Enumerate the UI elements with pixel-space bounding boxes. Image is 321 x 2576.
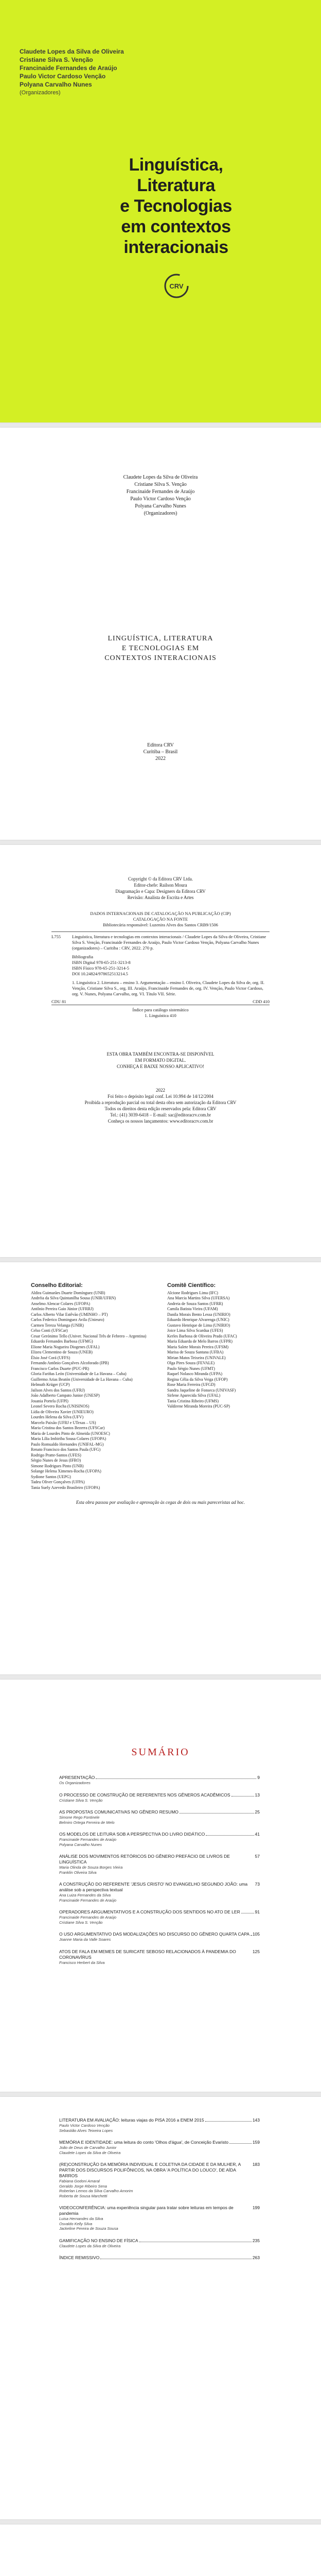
toc-entry-title: A CONSTRUÇÃO DO REFERENTE 'JESUS CRISTO' NO EVANGELHO SEGUNDO JOÃO: uma análise sob a perspectiva textual (59, 1882, 248, 1892)
editorial-board-member: Sérgio Nunes de Jesus (IFRO) (31, 1458, 81, 1463)
toc-entry-title: AS PROPOSTAS COMUNICATIVAS NO GÊNERO RESUMO (59, 1809, 179, 1815)
toc-leader-dots (231, 1792, 254, 1797)
toc-entry-title: LITERATURA EM AVALIAÇÃO: leituras viajas do PISA 2016 a ENEM 2015 (59, 2117, 204, 2123)
toc-entry-title: MEMÓRIA E IDENTIDADE: uma leitura do conto 'Olhos d'água', de Conceição Evaristo (59, 2140, 228, 2145)
toc-leader-dots (139, 2238, 252, 2242)
editorial-board-member: Paulo Romualdo Hernandes (UNIFAL-MG) (31, 1442, 104, 1447)
toc-entry-page: 25 (255, 1809, 260, 1815)
toc-leader-dots (100, 2255, 251, 2259)
cdu-code: CDU 81 (51, 999, 66, 1004)
toc-entry[interactable] (59, 2255, 260, 2261)
editorial-board-member: Elione Maria Nogueira Diogenes (UFAL) (31, 1344, 100, 1349)
cdd-code: CDD 410 (253, 999, 270, 1004)
scientific-committee-member: Joice Lima Silva Scardua (UFES) (167, 1328, 223, 1333)
editorial-board-member: Josania Portela (UFPI) (31, 1398, 68, 1403)
toc-entry-page: 199 (252, 2205, 260, 2210)
editorial-board-member: Cesar Gerónimo Tello (Univer. Nacional Três de Febrero – Argentina) (31, 1333, 147, 1338)
editorial-board-member: Andréia da Silva Quintanilha Sousa (UNIR/UFRN) (31, 1296, 116, 1300)
cover-title-line: Linguística, (129, 155, 223, 175)
cover-organizers-label: (Organizadores) (20, 90, 61, 96)
title-page (0, 428, 321, 840)
toc-title: SUMÁRIO (131, 1747, 190, 1758)
toc-entry-title: ANÁLISE DOS MOVIMENTOS RETÓRICOS DO GÊNERO PREFÁCIO DE LIVROS DE LINGUÍSTICA (59, 1854, 230, 1865)
editorial-board-member: Élsio José Corá (UFFS) (31, 1355, 70, 1360)
scientific-committee-member: Andreia de Souza Santos (UFRR) (167, 1301, 223, 1306)
toc-entry-page: 73 (255, 1882, 260, 1887)
scientific-committee-member: Ana Marcia Martins Silva (UFERSA) (167, 1296, 230, 1300)
catalog-biblio: Bibliografia ISBN Digital 978-65-251-3213-8 ISBN Físico 978-65-251-3214-5 DOI 10.24824/978652513214.5 (72, 954, 131, 976)
title-page-title (0, 634, 321, 663)
scientific-committee-member: Raquel Nolasco Miranda (UFPA) (167, 1371, 223, 1376)
toc-entry[interactable] (59, 1882, 260, 1903)
cover-title-line: Literatura (137, 176, 215, 195)
toc-entry[interactable] (59, 2117, 260, 2133)
title-page-author: Claudete Lopes da Silva de Oliveira (123, 474, 198, 480)
toc-entry-authors: Joanne Maria da Valle Soares (59, 1937, 111, 1942)
title-page-title-line: E TECNOLOGIAS EM (121, 645, 200, 652)
editorial-board-member: Celso Conti (UFSCar) (31, 1328, 68, 1333)
toc-leader-dots (205, 2117, 252, 2122)
toc-entry[interactable] (59, 2205, 260, 2231)
scientific-committee (167, 1283, 291, 1410)
toc-entry-authors: Francinaide Fernandes de Araújo Cristiane Silva S. Venção (59, 1915, 117, 1925)
toc-entry-title: ATOS DE FALA EM MEMES DE SURICATE SEBOSO RELACIONADOS À PANDEMIA DO CORONAVÍRUS (59, 1948, 236, 1960)
toc-entry-authors: Ana Luiza Fernandes da Silva Francinaide Fernandes de Araújo (59, 1893, 117, 1903)
editorial-board-member: Marcelo Paixão (UFRJ e UTexas – US) (31, 1420, 96, 1425)
editorial-board-member: Gloria Fariñas León (Universidade de La Havana – Cuba) (31, 1371, 127, 1376)
editorial-board-member: Lourdes Helena da Silva (UFV) (31, 1415, 84, 1419)
cover-author: Cristiane Silva S. Venção (20, 56, 93, 63)
scientific-committee-member: Maria Eduarda de Melo Barros (UFPR) (167, 1339, 233, 1344)
catalog-card (51, 931, 270, 1019)
toc-entry-title: ÍNDICE REMISSIVO (59, 2255, 100, 2260)
scientific-committee-member: Marisa de Souza Santana (UFBA) (167, 1350, 224, 1354)
editorial-board-title: Conselho Editorial: (31, 1282, 83, 1289)
scientific-committee-member: Eduardo Henrique Alvarenga (UNIC) (167, 1317, 229, 1322)
toc-entry-title: GAMIFICAÇÃO NO ENSINO DE FÍSICA (59, 2238, 138, 2243)
toc-entry-page: 143 (252, 2117, 260, 2123)
editorial-board-member: Carlos Federico Dominguez Avila (Unieuro) (31, 1317, 104, 1322)
editorial-board-member: Helmuth Krüger (UCP) (31, 1382, 70, 1387)
toc-entry-authors: João de Deus de Carvalho Junior Claudete Lopes da Silva de Oliveira (59, 2145, 121, 2155)
toc-entry-title: O USO ARGUMENTATIVO DAS MODALIZAÇÕES NO DISCURSO DO GÊNERO QUARTA CAPA (59, 1931, 249, 1937)
toc-entry-authors: Claudete Lopes da Silva de Oliveira (59, 2243, 121, 2248)
toc-entry-page: 41 (255, 1832, 260, 1837)
cover-title-line: e Tecnologias (120, 196, 232, 216)
editorial-board-member: Anselmo Alencar Colares (UFOPA) (31, 1301, 91, 1306)
scientific-committee-member: Paulo Sérgio Nunes (UFMT) (167, 1366, 215, 1371)
cover-title-line: interacionais (123, 238, 228, 257)
catalog-top-rule (51, 931, 270, 932)
cover-author: Claudete Lopes da Silva de Oliveira (20, 48, 124, 55)
toc-entry-authors: Paulo Victor Cardoso Venção Sebastião Alves Teixeira Lopes (59, 2123, 113, 2133)
toc-entry-title: OPERADORES ARGUMENTATIVOS E A CONSTRUÇÃO DOS SENTIDOS NO ATO DE LER (59, 1909, 240, 1914)
editorial-board-member: Maria de Lourdes Pinto de Almeida (UNOESC) (31, 1431, 110, 1436)
scientific-committee-member: Rose Maria Ferreira (UFGD) (167, 1382, 216, 1387)
digital-notice: ESTA OBRA TAMBÉM ENCONTRA-SE DISPONÍVEL EM FORMATO DIGITAL. CONHEÇA E BAIXE NOSSO APLICATIVO! (106, 1052, 215, 1069)
scientific-committee-member: Gustavo Henrique de Lima (UNIRIO) (167, 1323, 230, 1328)
toc-entry-page: 13 (255, 1792, 260, 1798)
toc-leader-dots (96, 1775, 256, 1779)
title-page-organizers-label: (Organizadores) (144, 511, 177, 516)
editorial-board (31, 1283, 154, 1490)
toc-entry[interactable] (59, 2238, 260, 2249)
scientific-committee-member: Danila Morais Bento Lessa (UNIRIO) (167, 1312, 230, 1317)
toc-leader-dots (229, 2140, 252, 2144)
toc-entry-authors: Maria Olinda de Souza Borges Vieira Franklin Oliveira Silva (59, 1865, 123, 1875)
toc-entry-title: (RE)CONSTRUÇÃO DA MEMÓRIA INDIVIDUAL E COLETIVA DA CIDADE E DA MULHER, A PARTIR DOS DISCURSOS POLIFÔNICOS, NA OBRA 'A POLÍTICA DO LOUCO', DE AÍDA BARROS (59, 2162, 241, 2178)
toc-entry-page: 57 (255, 1854, 260, 1859)
toc-page-continued (0, 2097, 321, 2519)
title-page-title-line: LINGUÍSTICA, LITERATURA (108, 635, 213, 642)
scientific-committee-member: Sandra Jaqueline de Fonseca (UNIVASF) (167, 1387, 236, 1393)
title-page-author: Polyana Carvalho Nunes (135, 503, 186, 509)
copyright-credits (0, 876, 321, 901)
editorial-board-member: Maria Lília Imbiriba Sousa Colares (UFOPA) (31, 1436, 106, 1441)
editorial-board-member: Leonel Severo Rocha (UNISINOS) (31, 1404, 90, 1409)
cover-page (0, 0, 321, 422)
editorial-board-list (31, 1291, 154, 1491)
scientific-committee-member: Valdirene Miranda Moreira (PUC-SP) (167, 1404, 230, 1409)
toc-entry[interactable] (59, 1809, 260, 1825)
cover-authors (20, 47, 124, 97)
toc-entry[interactable] (59, 1775, 260, 1786)
editorial-board-member: Maria Cristina dos Santos Bezerra (UFSCar) (31, 1426, 105, 1430)
toc-entry-title: OS MODELOS DE LEITURA SOB A PERSPECTIVA DO LIVRO DIDÁTICO (59, 1832, 205, 1837)
cover-author: Paulo Victor Cardoso Venção (20, 73, 106, 80)
editorial-board-member: Francisco Carlos Duarte (PUC-PR) (31, 1366, 90, 1371)
toc-page (0, 1680, 321, 2092)
toc-entry-page: 105 (252, 1931, 260, 1937)
catalog-head: DADOS INTERNACIONAIS DE CATALOGAÇÃO NA PUBLICAÇÃO (CIP) CATALOGAÇÃO NA FONTE Bibliotecária responsável: Luzenira Alves dos Santos CRB9/1506 (90, 911, 231, 927)
toc-entry-authors: Os Organizadores (59, 1781, 91, 1785)
scientific-committee-member: Olga Pires Souza (FEVALE) (167, 1361, 215, 1365)
toc-entry-authors: Simone Rego Fontinele Belmiro Ortega Ferreira de Melo (59, 1815, 115, 1825)
toc-leader-dots (180, 1809, 254, 1814)
scientific-committee-member: Tania Cristina Ribeiro (UFMS) (167, 1398, 219, 1403)
blank-page (0, 2524, 321, 2576)
editorial-board-member: Guillermo Arias Beatón (Universidade de La Havana – Cuba) (31, 1377, 133, 1382)
editorial-board-member: Rodrigo Pratte-Santos (UFES) (31, 1452, 81, 1458)
catalog-code: L755 (51, 934, 61, 939)
publisher-name: Editora CRV (147, 742, 174, 748)
copyright-line: Copyright © da Editora CRV Ltda. (128, 876, 193, 882)
review-line: Revisão: Analista de Escrita e Artes (127, 895, 194, 900)
scientific-committee-title: Comitê Científico: (167, 1282, 216, 1289)
toc-entry-title: APRESENTAÇÃO (59, 1775, 95, 1780)
toc-entry-page: 235 (252, 2238, 260, 2243)
toc-entry-page: 91 (255, 1909, 260, 1914)
toc-entry-page: 183 (252, 2162, 260, 2167)
toc-entry-authors: Francinaide Fernandes de Araújo Polyana Carvalho Nunes (59, 1837, 117, 1847)
title-page-publisher (0, 742, 321, 762)
scientific-committee-member: Regina Célia da Silva Veiga (UFOP) (167, 1377, 228, 1382)
toc-entry-title: O PROCESSO DE CONSTRUÇÃO DE REFERENTES NOS GÊNEROS ACADÊMICOS (59, 1792, 230, 1798)
editorial-board-member: Eduardo Fernandes Barbosa (UFMG) (31, 1339, 93, 1344)
catalog-subjects: 1. Linguística 2. Literatura – ensino 3. Argumentação – ensino I. Oliveira, Claudete Lopes da Silva de, org. II. Venção, Cristiane Silva S., org. III. Araújo, Francinaide Fernandes de, org. IV. Venção, Paulo Victor Cardoso, org. V. Nunes, Polyana Carvalho, org. VI. Título VII. Série. (72, 980, 265, 996)
toc-entry[interactable] (59, 1854, 260, 1875)
editorial-board-member: Lídia de Oliveira Xavier (UNIEURO) (31, 1409, 94, 1414)
toc-entry-authors: Cristiane Silva S. Venção (59, 1798, 103, 1803)
scientific-committee-member: Maria Salete Morais Pereira (UFSM) (167, 1344, 229, 1349)
peer-review-note: Esta obra passou por avaliação e aprovação às cegas de dois ou mais pareceristas ad hoc. (76, 1500, 245, 1505)
catalog-body: Linguística, literatura e tecnologias em contextos interacionais / Claudete Lopes da Silva de Oliveira, Cristiane Silva S. Venção, Francinaide Fernandes de Araújo, Paulo Victor Cardoso Venção, Polyana Carvalho Nunes (organizadores) – Curitiba : CRV, 2022. 270 p. (72, 934, 266, 951)
title-page-author: Francinaide Fernandes de Araújo (126, 489, 195, 495)
cover-title-line: em contextos (121, 217, 231, 236)
scientific-committee-list (167, 1291, 291, 1410)
catalog-index: Índice para catálogo sistemático 1. Linguística 410 (132, 1007, 189, 1018)
title-page-author: Cristiane Silva S. Venção (134, 482, 187, 487)
crv-logo-text: CRV (169, 282, 184, 290)
scientific-committee-member: Kerles Barbosa de Oliveira Prado (UFAC) (167, 1333, 237, 1338)
editorial-board-member: Carmen Tereza Velanga (UNIR) (31, 1323, 84, 1328)
design-line: Diagramação e Capa: Designers da Editora CRV (115, 889, 206, 894)
editorial-board-member: Aldira Guimarães Duarte Domínguez (UNB) (31, 1290, 105, 1295)
toc-entry-page: 9 (257, 1775, 260, 1780)
toc-leader-dots (206, 1832, 254, 1836)
toc-entry-authors: Luisa Hernandes da Silva Osvaldo Kelly Silva Jackeline Pereira de Souza Sousa (59, 2216, 118, 2231)
editorial-board-member: Simone Rodrigues Pinto (UNB) (31, 1463, 84, 1468)
crv-logo-icon (164, 273, 189, 299)
title-page-author: Paulo Victor Cardoso Venção (130, 496, 191, 502)
scientific-committee-member: Sirlene Aparecida Silva (UFAL) (167, 1393, 221, 1398)
editorial-board-member: Renato Francisco dos Santos Paula (UFG) (31, 1447, 101, 1452)
editorial-board-member: Tadeu Oliver Gonçalves (UFPA) (31, 1480, 85, 1484)
editorial-board-member: Jailson Alves dos Santos (UFRJ) (31, 1387, 85, 1393)
legal-notice: 2022 Foi feito o depósito legal conf. Lei 10.994 de 14/12/2004 Proibida a reprodução parcial ou total desta obra sem autorização da Editora CRV Todos os direitos desta edição reservados pela: Editora CRV Tel.: (41) 3039-6418 – E-mail: sac@editoracrv.com.br Conheça os nossos lançamentos: www.editoracrv.com.br (84, 1088, 237, 1124)
scientific-committee-member: Mirian Matos Teixeira (UNIVALE) (167, 1355, 226, 1360)
editorial-board-member: Sydione Santos (UEPG) (31, 1474, 71, 1479)
editorial-board-member: Fernando Antônio Gonçalves Alcoforado (IPB) (31, 1361, 109, 1365)
editor-line: Editor-chefe: Railson Moura (134, 883, 187, 888)
toc-leader-dots (241, 1909, 254, 1913)
publisher-year: 2022 (155, 756, 166, 761)
toc-entry[interactable] (59, 2162, 260, 2198)
editorial-board-member: Solange Helena Ximenes-Rocha (UFOPA) (31, 1469, 101, 1473)
scientific-committee-member: Camila Batista Vieira (UFAM) (167, 1307, 218, 1311)
toc-entry[interactable] (59, 1909, 260, 1925)
toc-entry-authors: Francisco Herbert da Silva (59, 1960, 105, 1965)
cover-author: Francinaide Fernandes de Araújo (20, 64, 117, 72)
copyright-page (0, 845, 321, 1257)
publisher-city: Curitiba – Brasil (143, 749, 178, 755)
toc-entry[interactable] (59, 1832, 260, 1847)
toc-entry[interactable] (59, 2140, 260, 2155)
scientific-committee-member: Alcione Rodrigues Lima (IFC) (167, 1290, 218, 1295)
toc-list-part-1 (59, 1775, 260, 1972)
cover-author: Polyana Carvalho Nunes (20, 81, 92, 88)
toc-entry-authors: Fabiana Godoni Amaral Geraldo Jorge Ribeiro Sena Roberlan Lemos da Silva Carvalho Amorim Roberta de Sousa Marchetti (59, 2179, 133, 2198)
toc-list-part-2 (59, 2117, 260, 2267)
editorial-board-member: Antônio Pereira Gaio Júnior (UFRRJ) (31, 1307, 94, 1311)
editorial-board-member: Carlos Alberto Vilar Estêvão (UMINHO – PT) (31, 1312, 108, 1317)
toc-entry-page: 159 (252, 2140, 260, 2145)
cover-title (109, 155, 243, 258)
editorial-board-member: Elizeu Clementino de Souza (UNEB) (31, 1350, 93, 1354)
toc-entry-page: 125 (252, 1948, 260, 1954)
toc-entry[interactable] (59, 1931, 260, 1942)
title-page-title-line: CONTEXTOS INTERACIONAIS (104, 654, 217, 662)
board-page (0, 1262, 321, 1674)
toc-entry-page: 263 (252, 2255, 260, 2260)
toc-entry-title: VIDEOCONFERÊNCIA: uma experiência singular para tratar sobre leituras em tempos de pandemia (59, 2205, 234, 2216)
title-page-authors (0, 474, 321, 517)
toc-entry[interactable] (59, 1949, 260, 1965)
editorial-board-member: João Adalberto Campato Junior (UNESP) (31, 1393, 100, 1398)
editorial-board-member: Tania Suely Azevedo Brasileiro (UFOPA) (31, 1485, 100, 1490)
toc-entry[interactable] (59, 1792, 260, 1803)
toc-leader-dots (251, 1931, 252, 1936)
